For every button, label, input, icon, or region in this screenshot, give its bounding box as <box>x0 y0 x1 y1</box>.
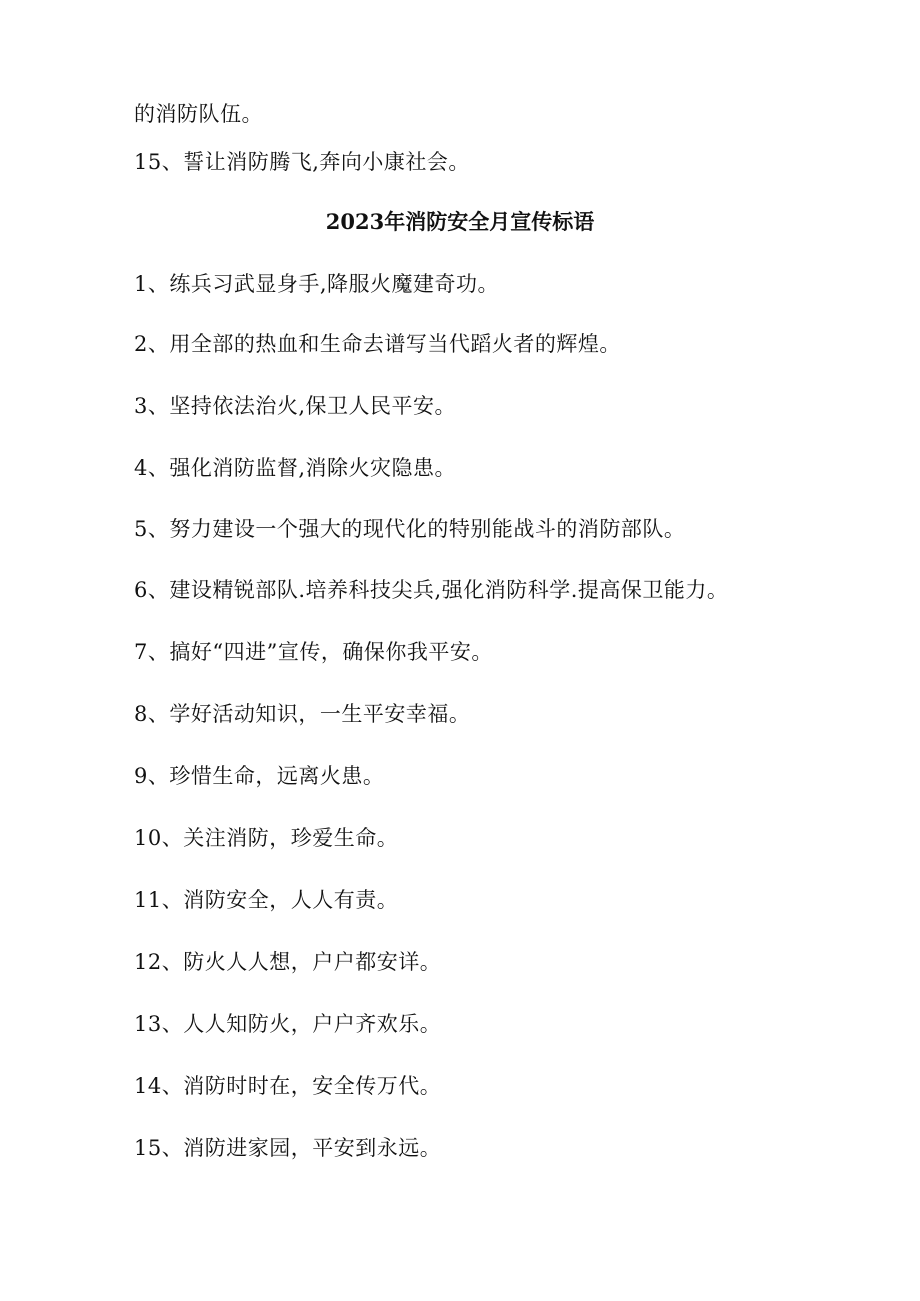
slogan-item-13: 13、人人知防火，户户齐欢乐。 <box>134 1012 442 1036</box>
slogan-item-14: 14、消防时时在，安全传万代。 <box>134 1074 442 1098</box>
continuation-line-1: 的消防队伍。 <box>134 102 263 126</box>
slogan-item-8: 8、学好活动知识，一生平安幸福。 <box>134 702 471 726</box>
slogan-item-5: 5、努力建设一个强大的现代化的特别能战斗的消防部队。 <box>134 517 686 541</box>
slogan-item-6: 6、建设精锐部队.培养科技尖兵,强化消防科学.提高保卫能力。 <box>134 578 729 602</box>
slogan-item-3: 3、坚持依法治火,保卫人民平安。 <box>134 394 457 418</box>
slogan-item-9: 9、珍惜生命，远离火患。 <box>134 764 385 788</box>
slogan-item-12: 12、防火人人想，户户都安详。 <box>134 950 442 974</box>
slogan-item-4: 4、强化消防监督,消除火灾隐患。 <box>134 456 457 480</box>
slogan-item-2: 2、用全部的热血和生命去谱写当代蹈火者的辉煌。 <box>134 332 621 356</box>
continuation-line-2: 15、誓让消防腾飞,奔向小康社会。 <box>134 150 470 174</box>
slogan-item-15: 15、消防进家园，平安到永远。 <box>134 1136 442 1160</box>
slogan-item-1: 1、练兵习武显身手,降服火魔建奇功。 <box>134 272 500 296</box>
slogan-item-10: 10、关注消防，珍爱生命。 <box>134 826 399 850</box>
slogan-item-11: 11、消防安全，人人有责。 <box>134 888 399 912</box>
document-heading: 2023年消防安全月宣传标语 <box>325 209 595 234</box>
slogan-item-7: 7、搞好“四进”宣传，确保你我平安。 <box>134 640 493 664</box>
